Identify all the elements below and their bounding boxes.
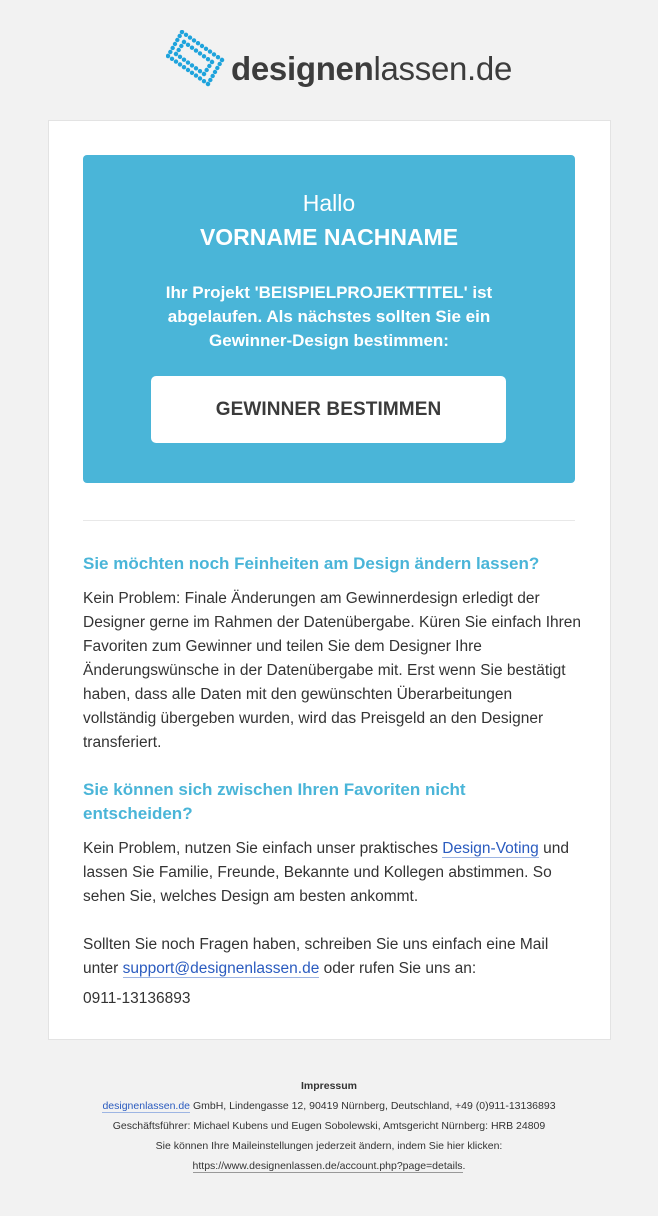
hero-banner (83, 155, 575, 483)
hero-message: Ihr Projekt 'BEISPIELPROJEKTTITEL' ist abgelaufen. Als nächstes sollten Sie ein Gewinner-Design bestimmen: (165, 283, 493, 350)
footer-company-link[interactable]: designenlassen.de (102, 1100, 191, 1112)
section1-body-text: Kein Problem: Finale Änderungen am Gewinnerdesign erledigt der Designer gerne im Rahmen der Datenübergabe. Küren Sie einfach Ihren Favoriten zum Gewinner und teilen Sie dem Designer Ihre Änderungswünsche in der Datenübergabe mit. Erst wenn Sie bestätigt haben, dass alle Daten mit den gewünschten Überarbeitungen vollständig übergeben wurden, wird das Preisgeld an den Designer transferiert. (83, 590, 582, 751)
email-card (48, 120, 611, 1040)
hero-name: VORNAME NACHNAME (199, 224, 459, 250)
section2-body-after: und lassen Sie Familie, Freunde, Bekannte und Kollegen abstimmen. So sehen Sie, welches Design am besten ankommt. (83, 840, 569, 905)
footer-management: Geschäftsführer: Michael Kubens und Eugen Sobolewski, Amtsgericht Nürnberg: HRB 24809 (112, 1120, 546, 1132)
footer-settings-text: Sie können Ihre Maileinstellungen jederzeit ändern, indem Sie hier klicken: (155, 1140, 503, 1152)
hero-greeting: Hallo (302, 190, 356, 216)
contact-text-after: oder rufen Sie uns an: (319, 960, 477, 977)
section1-heading: Sie möchten noch Feinheiten am Design ändern lassen? (83, 554, 540, 573)
footer (0, 1076, 658, 1176)
footer-address: GmbH, Lindengasse 12, 90419 Nürnberg, Deutschland, +49 (0)911-13136893 (190, 1100, 556, 1112)
section2-body-before: Kein Problem, nutzen Sie einfach unser praktisches (83, 840, 443, 857)
footer-settings-line (0, 1156, 658, 1176)
section2-heading: Sie können sich zwischen Ihren Favoriten nicht entscheiden? (83, 780, 466, 823)
logo-text-bold: designen (231, 50, 374, 87)
contact-text-before: Sollten Sie noch Fragen haben, schreiben Sie uns einfach eine Mail unter (83, 936, 549, 977)
section1-body (83, 587, 583, 755)
footer-settings-link[interactable]: https://www.designenlassen.de/account.php?page=details (192, 1160, 463, 1172)
design-voting-link[interactable]: Design-Voting (442, 840, 539, 857)
footer-address-line (0, 1096, 658, 1116)
support-email-link[interactable]: support@designenlassen.de (122, 960, 320, 977)
choose-winner-button[interactable]: GEWINNER BESTIMMEN (151, 376, 506, 443)
logo-text (231, 52, 512, 85)
divider (83, 520, 575, 521)
contact-text (83, 933, 583, 981)
contact-phone: 0911-13136893 (83, 990, 191, 1007)
dotted-diamond-logo-icon (166, 30, 226, 90)
footer-settings-end: . (462, 1160, 466, 1172)
footer-title: Impressum (300, 1080, 358, 1092)
logo-text-regular: lassen.de (373, 50, 513, 87)
section2-body (83, 837, 583, 909)
logo[interactable] (166, 28, 513, 92)
